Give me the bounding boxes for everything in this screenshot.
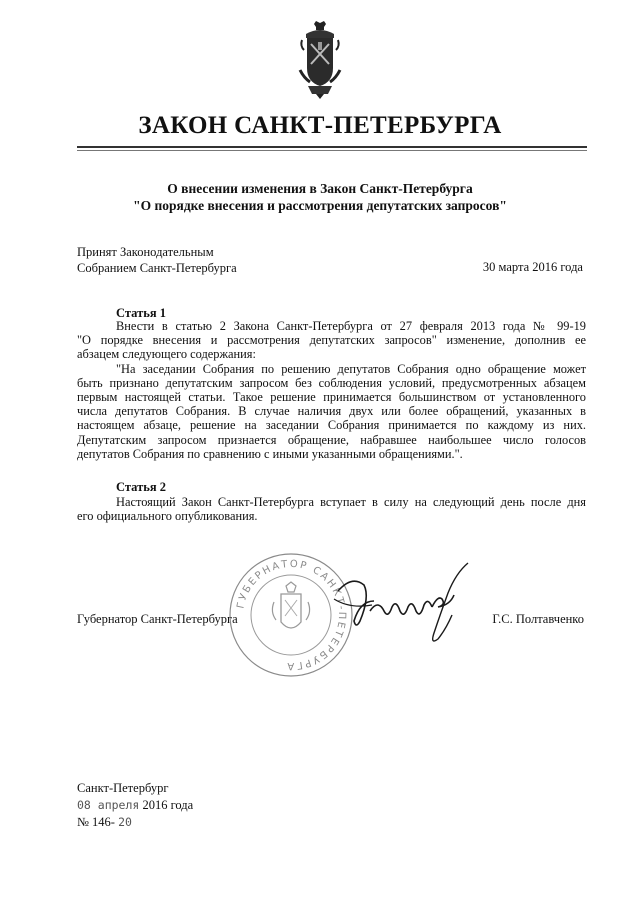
signer-position: Губернатор Санкт-Петербурга bbox=[77, 612, 238, 626]
text-line: абзацем следующего содержания: bbox=[77, 347, 256, 362]
issue-number bbox=[77, 814, 193, 831]
coat-of-arms-icon bbox=[298, 20, 342, 100]
text-line: числа депутатов Собрания. В случае наличия двух или более обращений, указанных в bbox=[77, 404, 586, 419]
title-rule-thin bbox=[77, 150, 587, 151]
issue-city: Санкт-Петербург bbox=[77, 781, 169, 795]
adoption-date: 30 марта 2016 года bbox=[482, 260, 583, 274]
date-year: 2016 года bbox=[142, 798, 194, 812]
adoption-line: Принят Законодательным bbox=[77, 245, 214, 259]
date-stamp: 08 апреля bbox=[77, 798, 140, 812]
text-line: "О порядке внесения и рассмотрения депутатских запросов" изменение, дополнив ее bbox=[77, 333, 586, 348]
article-2-body bbox=[77, 495, 586, 523]
article-1-title: Статья 1 bbox=[116, 306, 166, 320]
issue-details bbox=[77, 780, 193, 831]
text-line: депутатов Собрания по сравнению с иными указанными обращениями.". bbox=[77, 446, 463, 461]
text-line: первым настоящей статьи. Такое решение принимается большинством от установленного bbox=[77, 390, 586, 405]
law-subtitle bbox=[60, 180, 580, 214]
issue-date bbox=[77, 797, 193, 814]
adoption-note bbox=[77, 244, 237, 276]
subtitle-line: "О порядке внесения и рассмотрения депутатских запросов" bbox=[133, 198, 507, 213]
text-line: настоящем абзаце, решение на заседании Собрания принимается по каждому из них. bbox=[77, 418, 586, 433]
text-line: Депутатским запросом признается обращение, набравшее наибольшее число голосов bbox=[77, 432, 586, 447]
text-line: "На заседании Собрания по решению депутатов Собрания одно обращение может bbox=[116, 361, 586, 376]
signature bbox=[330, 555, 475, 655]
text-line: Настоящий Закон Санкт-Петербурга вступает в силу на следующий день после дня bbox=[116, 495, 586, 509]
number-stamp: 20 bbox=[118, 815, 132, 829]
article-1-body bbox=[77, 319, 586, 461]
law-title: ЗАКОН САНКТ-ПЕТЕРБУРГА bbox=[138, 112, 502, 139]
text-line: его официального опубликования. bbox=[77, 509, 258, 524]
signer-name: Г.С. Полтавченко bbox=[492, 612, 584, 626]
text-line: быть признано депутатским запросом без соблюдения условий, предусмотренных абзацем bbox=[77, 375, 586, 390]
adoption-line: Собранием Санкт-Петербурга bbox=[77, 261, 237, 275]
text-line: Внести в статью 2 Закона Санкт-Петербурга от 27 февраля 2013 года № 99-19 bbox=[116, 319, 586, 333]
article-2-title: Статья 2 bbox=[116, 480, 166, 494]
subtitle-line: О внесении изменения в Закон Санкт-Петербурга bbox=[167, 181, 473, 196]
title-rule bbox=[77, 146, 587, 148]
seal-text: ГУБЕРНАТОР САНКТ-ПЕТЕРБУРГА bbox=[235, 558, 348, 672]
number-prefix: № 146- bbox=[77, 815, 115, 829]
